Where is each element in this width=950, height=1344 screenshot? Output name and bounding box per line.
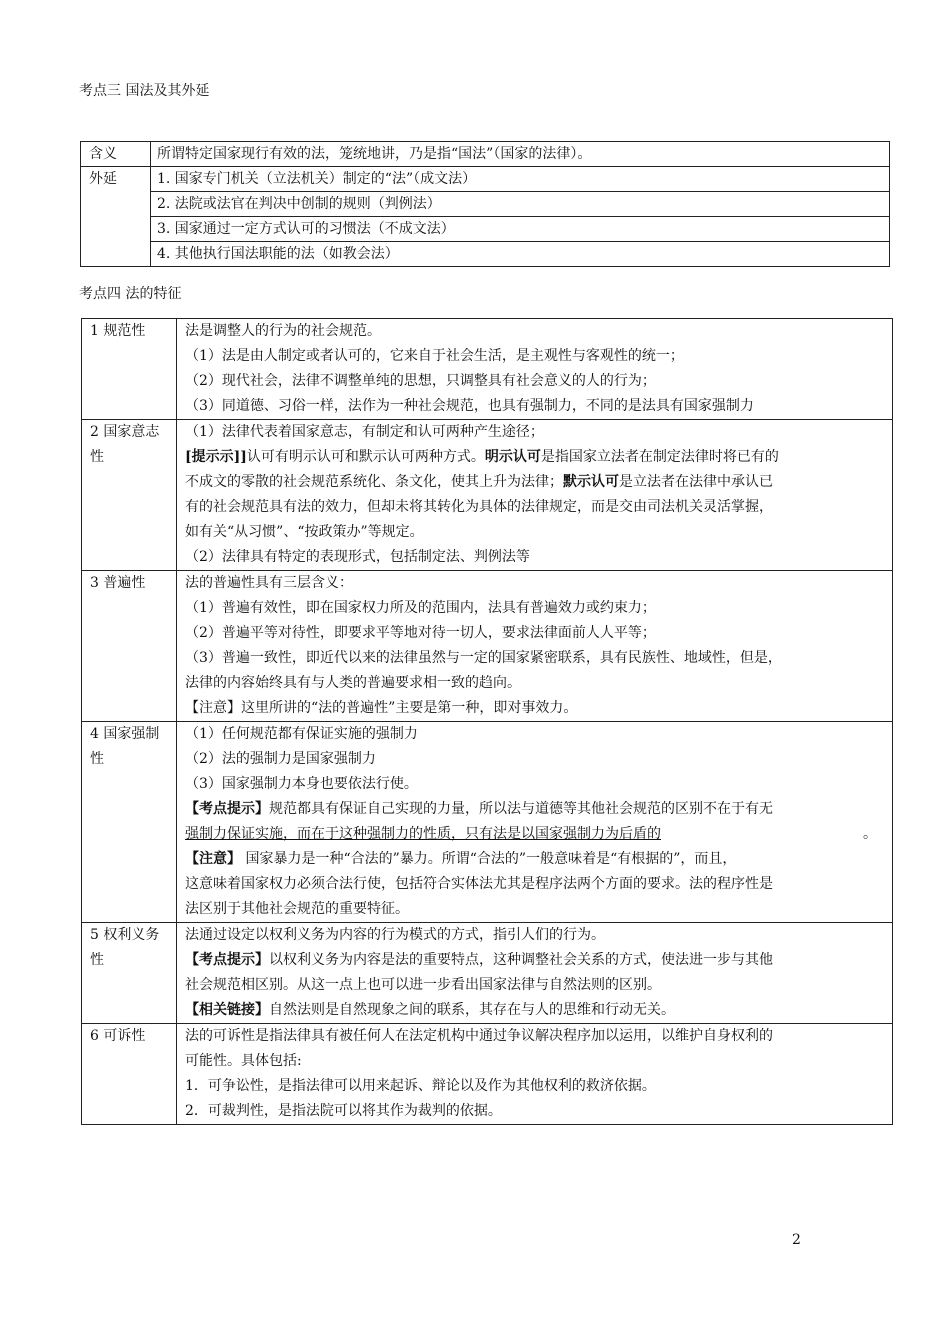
text-fragment: 。: [863, 826, 877, 842]
text-line: 法的普遍性具有三层含义：: [185, 575, 353, 591]
page-number: 2: [792, 1232, 801, 1248]
text-line: 法区别于其他社会规范的重要特征。: [185, 901, 409, 917]
feature-row-state-coercion: [82, 722, 893, 923]
meaning-label: 含义: [81, 142, 151, 167]
tip-label: [提示示]]: [185, 449, 247, 465]
feature-row-universality: [82, 571, 893, 722]
text-line: [185, 797, 886, 822]
text-fragment: 以权利义务为内容是法的重要特点，这种调整社会关系的方式，使法进一步与其他: [269, 952, 773, 968]
underlined-text: 强制力保证实施，而在于这种强制力的性质，只有法是以国家强制力为后盾的: [185, 826, 661, 842]
text-line: （1）普遍有效性，即在国家权力所及的范围内，法具有普遍效力或约束力；: [185, 600, 656, 616]
text-line: 2．可裁判性，是指法院可以将其作为裁判的依据。: [185, 1103, 502, 1119]
feature-content: [177, 420, 893, 571]
feature-label: 5 权利义务性: [82, 923, 177, 1024]
feature-content: [177, 571, 893, 722]
text-line: 可能性。具体包括:: [185, 1053, 302, 1069]
text-line: [185, 948, 886, 973]
text-line: [185, 822, 886, 847]
feature-row-state-will: [82, 420, 893, 571]
text-line: （2）法律具有特定的表现形式，包括制定法、判例法等: [185, 549, 530, 565]
text-line: [185, 847, 886, 872]
text-line: （2）现代社会，法律不调整单纯的思想，只调整具有社会意义的人的行为；: [185, 373, 656, 389]
text-line: 法是调整人的行为的社会规范。: [185, 323, 381, 339]
feature-label: 1 规范性: [82, 319, 177, 420]
link-label: 【相关链接】: [185, 1002, 269, 1018]
feature-content: [177, 923, 893, 1024]
extension-item: 2. 法院或法官在判决中创制的规则（判例法）: [151, 192, 890, 217]
text-fragment: 国家暴力是一种“合法的”暴力。所谓“合法的”一般意味着是“有根据的”，而且，: [241, 851, 737, 867]
feature-row-justiciability: [82, 1024, 893, 1125]
feature-content: [177, 722, 893, 923]
section-heading-3: 考点三 国法及其外延: [79, 83, 210, 99]
text-line: （1）法律代表着国家意志，有制定和认可两种产生途径；: [185, 424, 544, 440]
text-line: （2）法的强制力是国家强制力: [185, 751, 376, 767]
text-fragment: 是指国家立法者在制定法律时将已有的: [540, 449, 779, 465]
text-line: [185, 998, 886, 1023]
text-line: 1．可争讼性，是指法律可以用来起诉、辩论以及作为其他权利的救济依据。: [185, 1078, 656, 1094]
text-line: （3）同道德、习俗一样，法作为一种社会规范，也具有强制力，不同的是法具有国家强制力: [185, 398, 754, 414]
extension-item: 3. 国家通过一定方式认可的习惯法（不成文法）: [151, 217, 890, 242]
tip-label: 【考点提示】: [185, 801, 269, 817]
text-line: （1）法是由人制定或者认可的，它来自于社会生活，是主观性与客观性的统一；: [185, 348, 684, 364]
feature-content: [177, 1024, 893, 1125]
text-line: （3）国家强制力本身也要依法行使。: [185, 776, 418, 792]
note-label: 【注意】: [185, 851, 241, 867]
text-line: 有的社会规范具有法的效力，但却未将其转化为具体的法律规定，而是交由司法机关灵活掌握，: [185, 499, 773, 515]
text-fragment: 是立法者在法律中承认已: [619, 474, 773, 490]
text-line: [185, 445, 886, 470]
feature-label: 4 国家强制性: [82, 722, 177, 923]
text-line: 这意味着国家权力必须合法行使，包括符合实体法尤其是程序法两个方面的要求。法的程序性是: [185, 876, 773, 892]
text-fragment: 不成文的零散的社会规范系统化、条文化，使其上升为法律；: [185, 474, 563, 490]
text-fragment: 规范都具有保证自己实现的力量，所以法与道德等其他社会规范的区别不在于有无: [269, 801, 773, 817]
section-heading-4: 考点四 法的特征: [79, 286, 182, 302]
feature-row-normativity: [82, 319, 893, 420]
text-fragment: 认可有明示认可和默示认可两种方式。: [246, 449, 485, 465]
feature-label: 6 可诉性: [82, 1024, 177, 1125]
text-line: 社会规范相区别。从这一点上也可以进一步看出国家法律与自然法则的区别。: [185, 977, 661, 993]
text-line: （1）任何规范都有保证实施的强制力: [185, 726, 418, 742]
explicit-recognition-term: 明示认可: [484, 449, 541, 465]
text-line: 法的可诉性是指法律具有被任何人在法定机构中通过争议解决程序加以运用，以维护自身权利的: [185, 1028, 773, 1044]
tip-label: 【考点提示】: [185, 952, 269, 968]
text-fragment: 自然法则是自然现象之间的联系，其存在与人的思维和行动无关。: [269, 1002, 675, 1018]
text-line: 如有关“从习惯”、“按政策办”等规定。: [185, 524, 424, 540]
extension-label: 外延: [81, 167, 151, 267]
national-law-table: [80, 141, 890, 267]
feature-label: 2 国家意志性: [82, 420, 177, 571]
meaning-text: 所谓特定国家现行有效的法，笼统地讲，乃是指“国法”（国家的法律）。: [151, 142, 890, 167]
text-line: 法律的内容始终具有与人类的普遍要求相一致的趋向。: [185, 675, 521, 691]
text-line: （3）普遍一致性，即近代以来的法律虽然与一定的国家紧密联系，具有民族性、地域性，但是，: [185, 650, 782, 666]
text-line: [185, 470, 886, 495]
text-line: 法通过设定以权利义务为内容的行为模式的方式，指引人们的行为。: [185, 927, 605, 943]
text-line: 【注意】这里所讲的“法的普遍性”主要是第一种，即对事效力。: [185, 700, 578, 716]
extension-item: 4. 其他执行国法职能的法（如教会法）: [151, 242, 890, 267]
law-features-table: [81, 318, 893, 1125]
feature-row-rights-duties: [82, 923, 893, 1024]
feature-label: 3 普遍性: [82, 571, 177, 722]
text-line: （2）普遍平等对待性，即要求平等地对待一切人，要求法律面前人人平等；: [185, 625, 656, 641]
implicit-recognition-term: 默示认可: [563, 474, 619, 490]
feature-content: [177, 319, 893, 420]
extension-item: 1. 国家专门机关（立法机关）制定的“法”（成文法）: [151, 167, 890, 192]
